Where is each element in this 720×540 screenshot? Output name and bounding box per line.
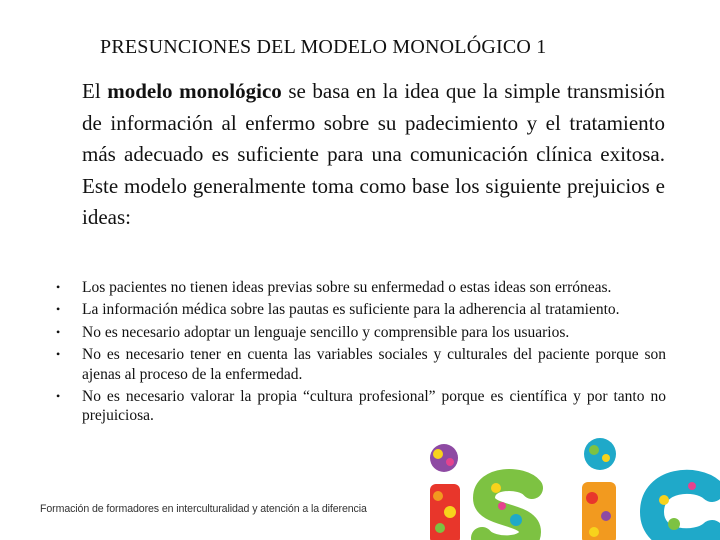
- bullet-item: [56, 278, 666, 297]
- bullet-text: Los pacientes no tienen ideas previas sobre su enfermedad o estas ideas son erróneas.: [82, 279, 612, 296]
- intro-text-rest: se basa en la idea que la simple transmisión de información al enfermo sobre su padecimiento y el tratamiento más adecuado es suficiente para una comunicación clínica exitosa. Este modelo generalmente toma como base los siguiente prejuicios e ideas:: [82, 79, 665, 229]
- intro-bold-term: modelo monológico: [107, 79, 282, 103]
- intro-paragraph: [82, 76, 665, 234]
- bullet-dot: •: [56, 280, 61, 294]
- isic-logo-icon: [412, 420, 720, 540]
- footer-text: Formación de formadores en interculturalidad y atención a la diferencia: [40, 503, 367, 515]
- bullet-dot: •: [56, 324, 61, 339]
- bullet-item: [56, 345, 666, 384]
- bullet-list: [56, 278, 666, 429]
- bullet-text: No es necesario tener en cuenta las variables sociales y culturales del paciente porque son ajenas al proceso de la enfermedad.: [82, 346, 666, 383]
- bullet-dot: •: [56, 389, 61, 404]
- logo-letter-s: [482, 480, 532, 540]
- bullet-item: [56, 323, 666, 342]
- bullet-text: No es necesario adoptar un lenguaje sencillo y comprensible para los usuarios.: [82, 323, 570, 341]
- logo-letter-c: [652, 482, 712, 540]
- slide-title: PRESUNCIONES DEL MODELO MONOLÓGICO 1: [100, 36, 547, 58]
- logo-letter-i-left: [430, 444, 460, 540]
- bullet-dot: •: [56, 347, 61, 362]
- bullet-text: No es necesario valorar la propia “cultura profesional” porque es científica y por tanto no prejuiciosa.: [82, 388, 666, 425]
- logo-letter-i-right: [582, 438, 616, 540]
- intro-text-start: El: [82, 79, 108, 103]
- bullet-dot: •: [56, 302, 61, 317]
- bullet-text: La información médica sobre las pautas es suficiente para la adherencia al tratamiento.: [82, 301, 620, 319]
- bullet-item: [56, 300, 666, 319]
